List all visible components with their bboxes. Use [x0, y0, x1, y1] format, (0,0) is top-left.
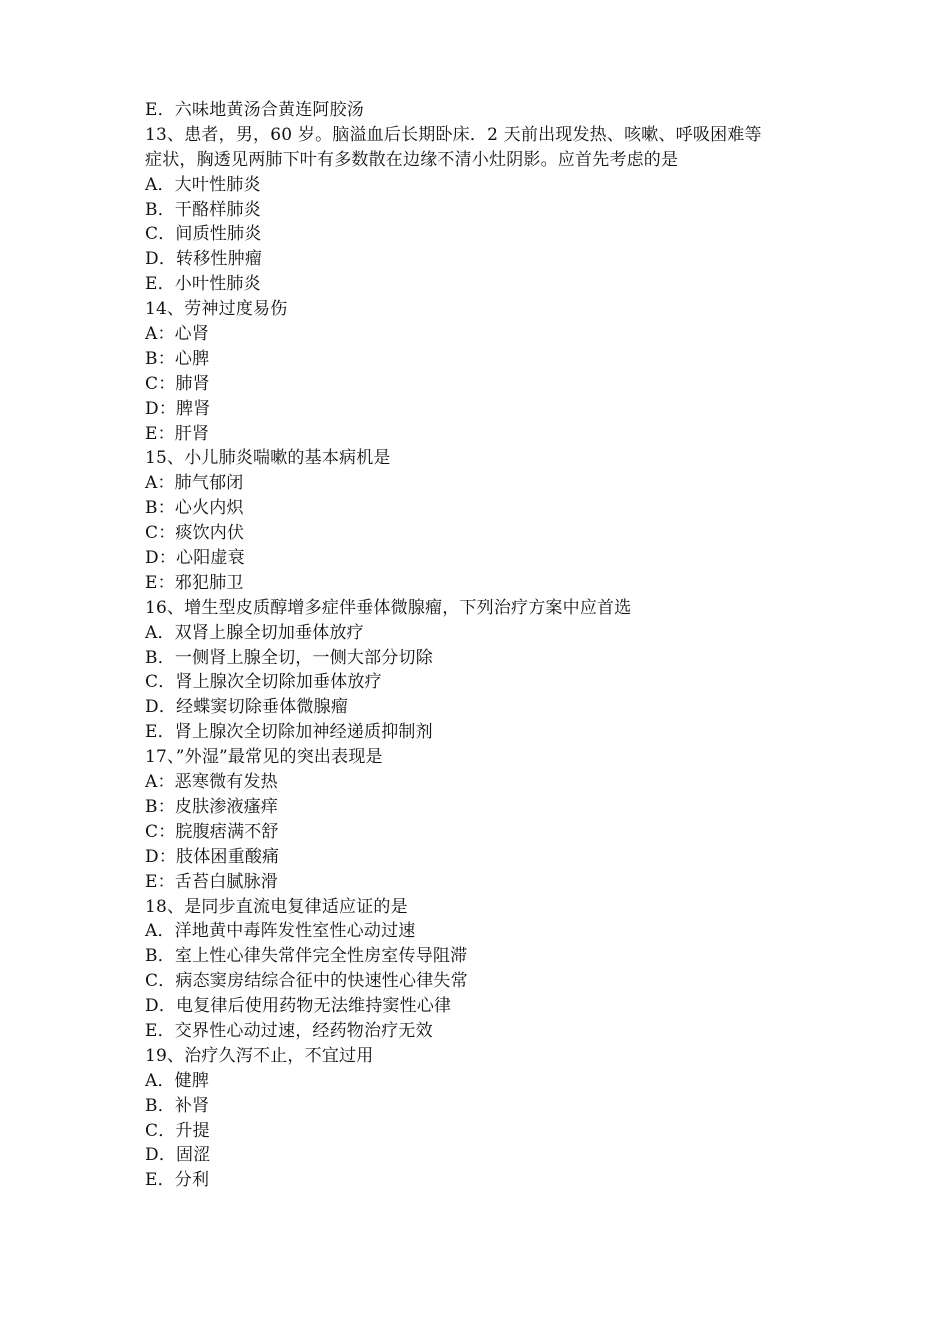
answer-option: E．分利 — [145, 1170, 210, 1191]
answer-option: E．小叶性肺炎 — [145, 274, 261, 295]
answer-option: E：舌苔白腻脉滑 — [145, 871, 279, 892]
question-18-stem: 18、是同步直流电复律适应证的是 — [145, 896, 408, 917]
answer-option: E．肾上腺次全切除加神经递质抑制剂 — [145, 722, 433, 743]
answer-option: D：脾肾 — [145, 398, 211, 419]
answer-option: B．室上性心律失常伴完全性房室传导阻滞 — [145, 946, 468, 967]
answer-option: B．补肾 — [145, 1095, 210, 1116]
question-17-stem: 17、”外湿”最常见的突出表现是 — [145, 747, 383, 768]
answer-option: C．间质性肺炎 — [145, 224, 262, 245]
answer-option: A．洋地黄中毒阵发性室性心动过速 — [145, 921, 416, 942]
answer-option: C．病态窦房结综合征中的快速性心律失常 — [145, 971, 468, 992]
document-body — [145, 98, 825, 1193]
answer-option: A：恶寒微有发热 — [145, 772, 278, 793]
question-14-stem: 14、劳神过度易伤 — [145, 299, 288, 320]
answer-option: D．固涩 — [145, 1145, 211, 1166]
answer-option: C．肾上腺次全切除加垂体放疗 — [145, 672, 382, 693]
answer-option: D．转移性肿瘤 — [145, 249, 263, 270]
answer-option: C：痰饮内伏 — [145, 523, 245, 544]
answer-option: C：肺肾 — [145, 373, 210, 394]
answer-option: B：心火内炽 — [145, 498, 244, 519]
answer-option: B：心脾 — [145, 348, 210, 369]
answer-option: E．交界性心动过速，经药物治疗无效 — [145, 1020, 433, 1041]
answer-option: E．六味地黄汤合黄连阿胶汤 — [145, 100, 365, 120]
answer-option: D．电复律后使用药物无法维持窦性心律 — [145, 996, 452, 1017]
answer-option: E：肝肾 — [145, 423, 210, 444]
answer-option: D：心阳虚衰 — [145, 548, 245, 569]
answer-option: B．干酪样肺炎 — [145, 199, 261, 220]
answer-option: C．升提 — [145, 1120, 210, 1141]
answer-option: A．健脾 — [145, 1070, 210, 1091]
answer-option: A．双肾上腺全切加垂体放疗 — [145, 622, 364, 643]
answer-option: B．一侧肾上腺全切，一侧大部分切除 — [145, 647, 433, 668]
answer-option: A：肺气郁闭 — [145, 473, 244, 494]
question-13-stem-line-1: 13、患者，男，60 岁。脑溢血后长期卧床．2 天前出现发热、咳嗽、呼吸困难等 — [145, 124, 762, 145]
answer-option: A．大叶性肺炎 — [145, 174, 261, 195]
answer-option: E：邪犯肺卫 — [145, 572, 244, 593]
answer-option: B：皮肤渗液瘙痒 — [145, 796, 279, 817]
question-19-stem: 19、治疗久泻不止，不宜过用 — [145, 1045, 374, 1066]
question-15-stem: 15、小儿肺炎喘嗽的基本病机是 — [145, 448, 391, 469]
answer-option: A：心肾 — [145, 324, 210, 345]
answer-option: C：脘腹痞满不舒 — [145, 821, 279, 842]
answer-option: D：肢体困重酸痛 — [145, 846, 280, 867]
question-13-stem-line-2: 症状，胸透见两肺下叶有多数散在边缘不清小灶阴影。应首先考虑的是 — [145, 149, 679, 170]
answer-option: D．经蝶窦切除垂体微腺瘤 — [145, 697, 349, 718]
question-16-stem: 16、增生型皮质醇增多症伴垂体微腺瘤，下列治疗方案中应首选 — [145, 597, 632, 618]
